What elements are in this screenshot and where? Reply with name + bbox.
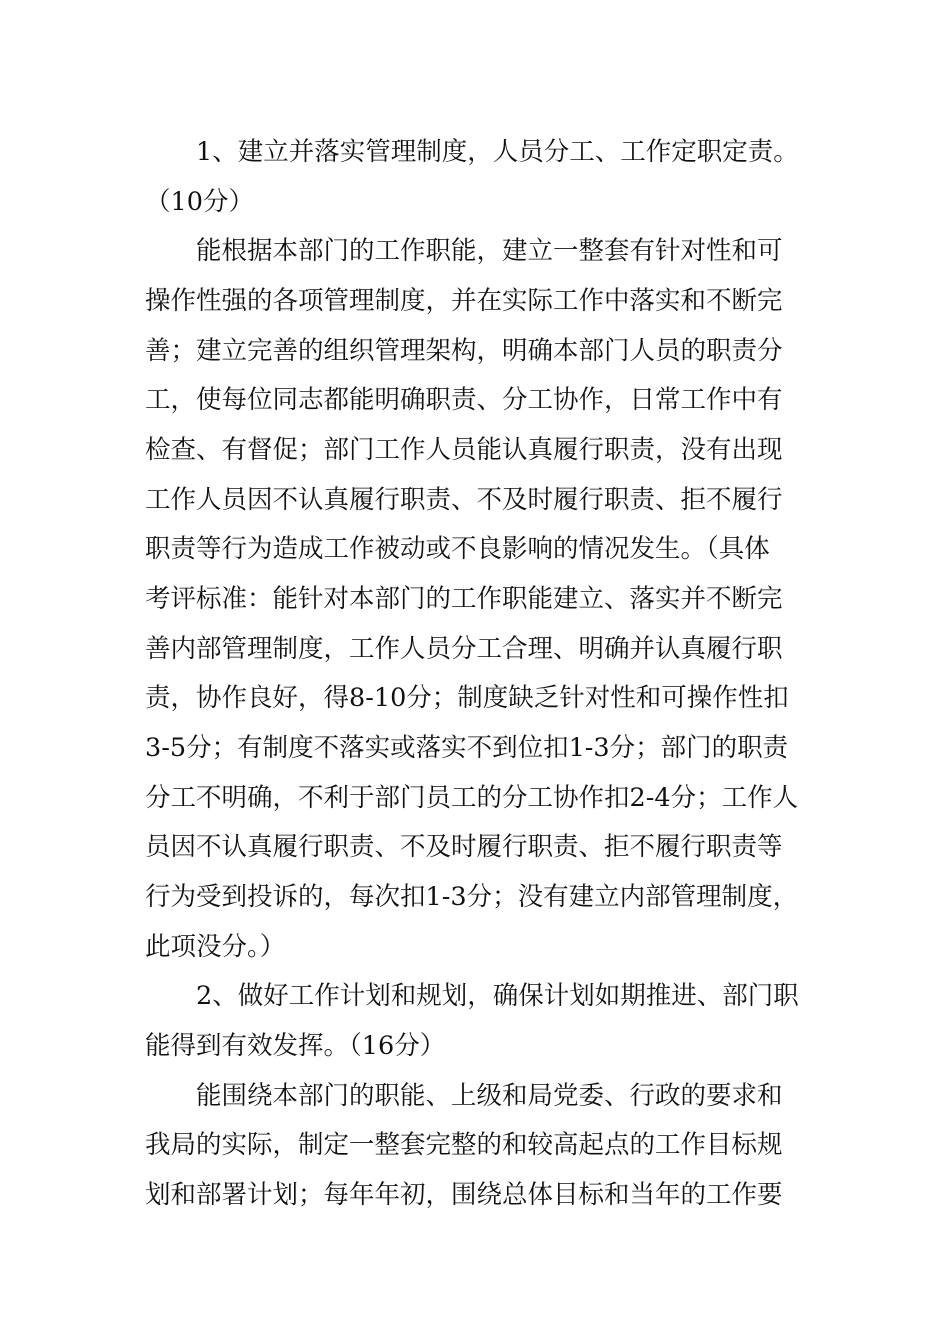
paragraph-line: 能根据本部门的工作职能，建立一整套有针对性和可 (196, 236, 783, 266)
paragraph-line: 划和部署计划；每年年初，围绕总体目标和当年的工作要 (145, 1180, 783, 1210)
paragraph-line: 分工不明确，不利于部门员工的分工协作扣2-4分；工作人 (145, 783, 799, 813)
paragraph-line: 行为受到投诉的，每次扣1-3分；没有建立内部管理制度， (145, 882, 799, 912)
paragraph-line: 此项没分。） (145, 932, 286, 962)
section-1-heading: 1、建立并落实管理制度，人员分工、工作定职定责。 (196, 137, 799, 167)
section-1-score: （10分） (145, 187, 254, 217)
paragraph-line: 操作性强的各项管理制度，并在实际工作中落实和不断完 (145, 286, 783, 316)
paragraph-line: 员因不认真履行职责、不及时履行职责、拒不履行职责等 (145, 832, 783, 862)
paragraph-line: 检查、有督促；部门工作人员能认真履行职责，没有出现 (145, 435, 783, 465)
paragraph-line: 3-5分；有制度不落实或落实不到位扣1-3分；部门的职责 (145, 733, 789, 763)
section-2-heading-cont: 能得到有效发挥。（16分） (145, 1031, 446, 1061)
paragraph-line: 我局的实际，制定一整套完整的和较高起点的工作目标规 (145, 1130, 783, 1160)
paragraph-line: 职责等行为造成工作被动或不良影响的情况发生。（具体 (145, 534, 770, 564)
paragraph-line: 工作人员因不认真履行职责、不及时履行职责、拒不履行 (145, 485, 783, 515)
section-2-heading: 2、做好工作计划和规划，确保计划如期推进、部门职 (196, 981, 799, 1011)
paragraph-line: 考评标准：能针对本部门的工作职能建立、落实并不断完 (145, 584, 783, 614)
paragraph-line: 责，协作良好，得8-10分；制度缺乏针对性和可操作性扣 (145, 683, 789, 713)
paragraph-line: 善内部管理制度，工作人员分工合理、明确并认真履行职 (145, 634, 783, 664)
paragraph-line: 能围绕本部门的职能、上级和局党委、行政的要求和 (196, 1081, 783, 1111)
paragraph-line: 工，使每位同志都能明确职责、分工协作，日常工作中有 (145, 385, 783, 415)
paragraph-line: 善；建立完善的组织管理架构，明确本部门人员的职责分 (145, 336, 783, 366)
